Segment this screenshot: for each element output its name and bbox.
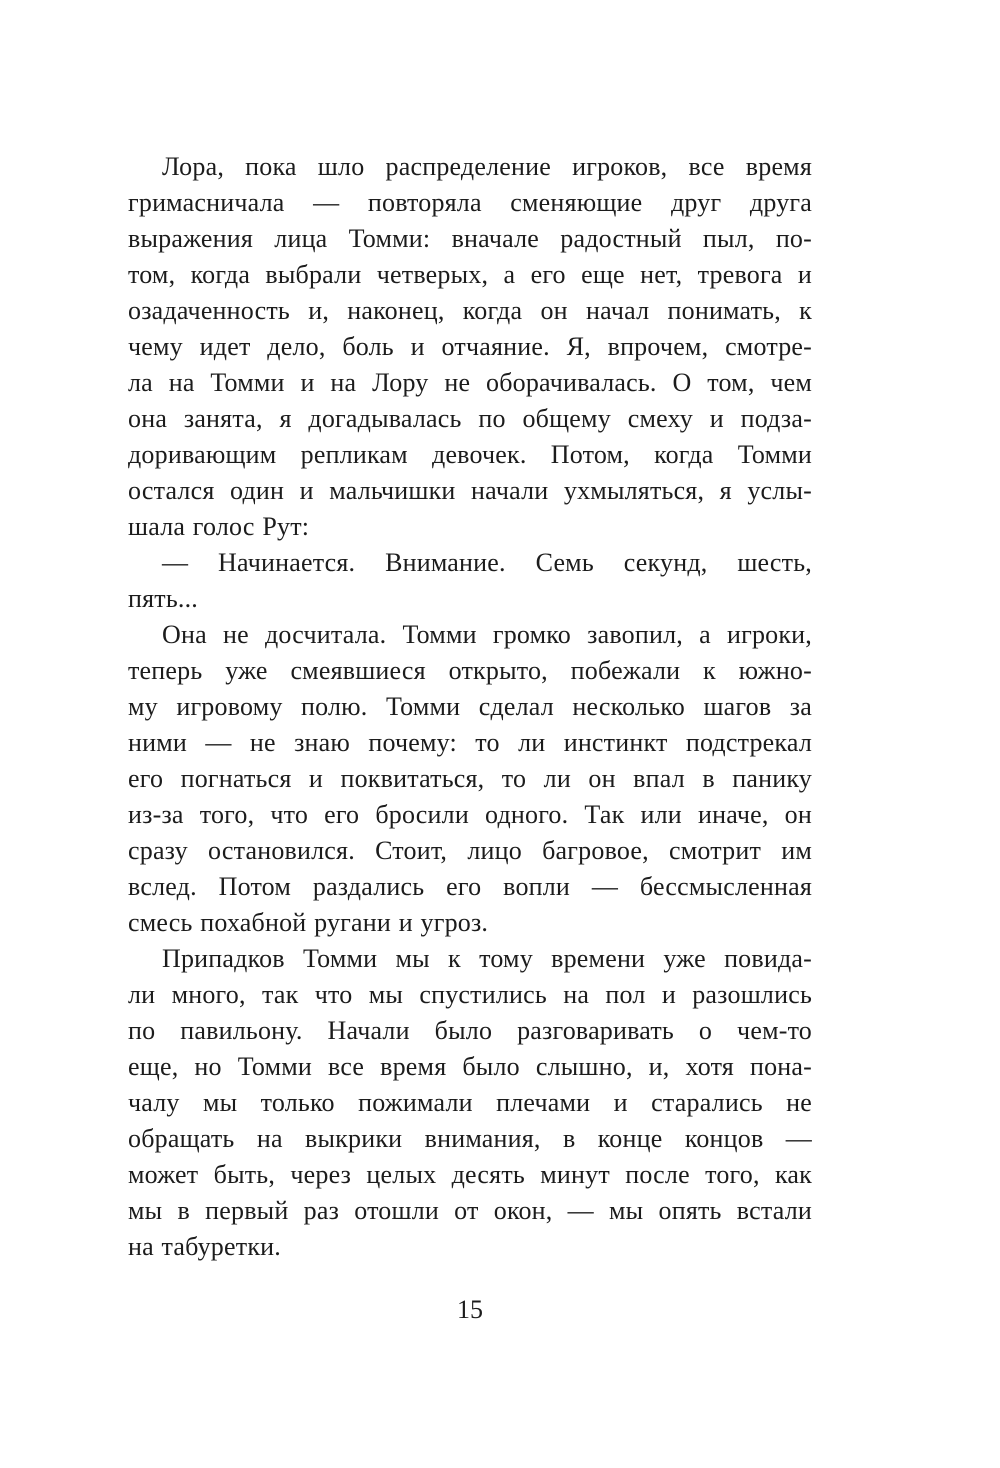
text-line: может быть, через целых десять минут после того, как (128, 1160, 812, 1189)
text-line: гримасничала — повторяла сменяющие друг друга (128, 188, 812, 217)
paragraph (128, 941, 812, 1265)
text-line: теперь уже смеявшиеся открыто, побежали к южно- (128, 656, 812, 685)
text-line: ли много, так что мы спустились на пол и разошлись (128, 980, 812, 1009)
text-line: его погнаться и поквитаться, то ли он впал в панику (128, 764, 812, 793)
text-line: из-за того, что его бросили одного. Так или иначе, он (128, 800, 812, 829)
paragraph (128, 149, 812, 545)
text-line: выражения лица Томми: вначале радостный пыл, по- (128, 224, 812, 253)
text-line: еще, но Томми все время было слышно, и, хотя пона- (128, 1052, 812, 1081)
text-line: мы в первый раз отошли от окон, — мы опять встали (128, 1196, 812, 1225)
text-line: обращать на выкрики внимания, в конце концов — (128, 1124, 812, 1153)
text-line: шала голос Рут: (128, 512, 310, 541)
text-line: ла на Томми и на Лору не оборачивалась. О том, чем (128, 368, 812, 397)
text-line: по павильону. Начали было разговаривать о чем-то (128, 1016, 812, 1045)
text-line: пять... (128, 584, 198, 613)
text-line: Припадков Томми мы к тому времени уже повида- (162, 944, 812, 973)
text-line: вслед. Потом раздались его вопли — бессмысленная (128, 872, 812, 901)
text-line: ними — не знаю почему: то ли инстинкт подстрекал (128, 728, 812, 757)
text-line: остался один и мальчишки начали ухмыляться, я услы- (128, 476, 812, 505)
text-line: чему идет дело, боль и отчаяние. Я, впрочем, смотре- (128, 332, 812, 361)
text-line: на табуретки. (128, 1232, 281, 1261)
text-line: му игровому полю. Томми сделал несколько шагов за (128, 692, 812, 721)
text-line: — Начинается. Внимание. Семь секунд, шесть, (162, 548, 812, 577)
paragraph (128, 617, 812, 941)
paragraph (128, 545, 812, 617)
text-line: Она не досчитала. Томми громко завопил, а игроки, (162, 620, 812, 649)
text-line: чалу мы только пожимали плечами и старались не (128, 1088, 812, 1117)
text-line: смесь похабной ругани и угроз. (128, 908, 489, 937)
text-line: Лора, пока шло распределение игроков, все время (162, 152, 812, 181)
text-line: том, когда выбрали четверых, а его еще нет, тревога и (128, 260, 812, 289)
text-line: доривающим репликам девочек. Потом, когда Томми (128, 440, 812, 469)
text-line: озадаченность и, наконец, когда он начал понимать, к (128, 296, 812, 325)
text-block (128, 149, 812, 1265)
page-number: 15 (457, 1295, 483, 1324)
text-line: сразу остановился. Стоит, лицо багровое, смотрит им (128, 836, 812, 865)
text-line: она занята, я догадывалась по общему смеху и подза- (128, 404, 812, 433)
